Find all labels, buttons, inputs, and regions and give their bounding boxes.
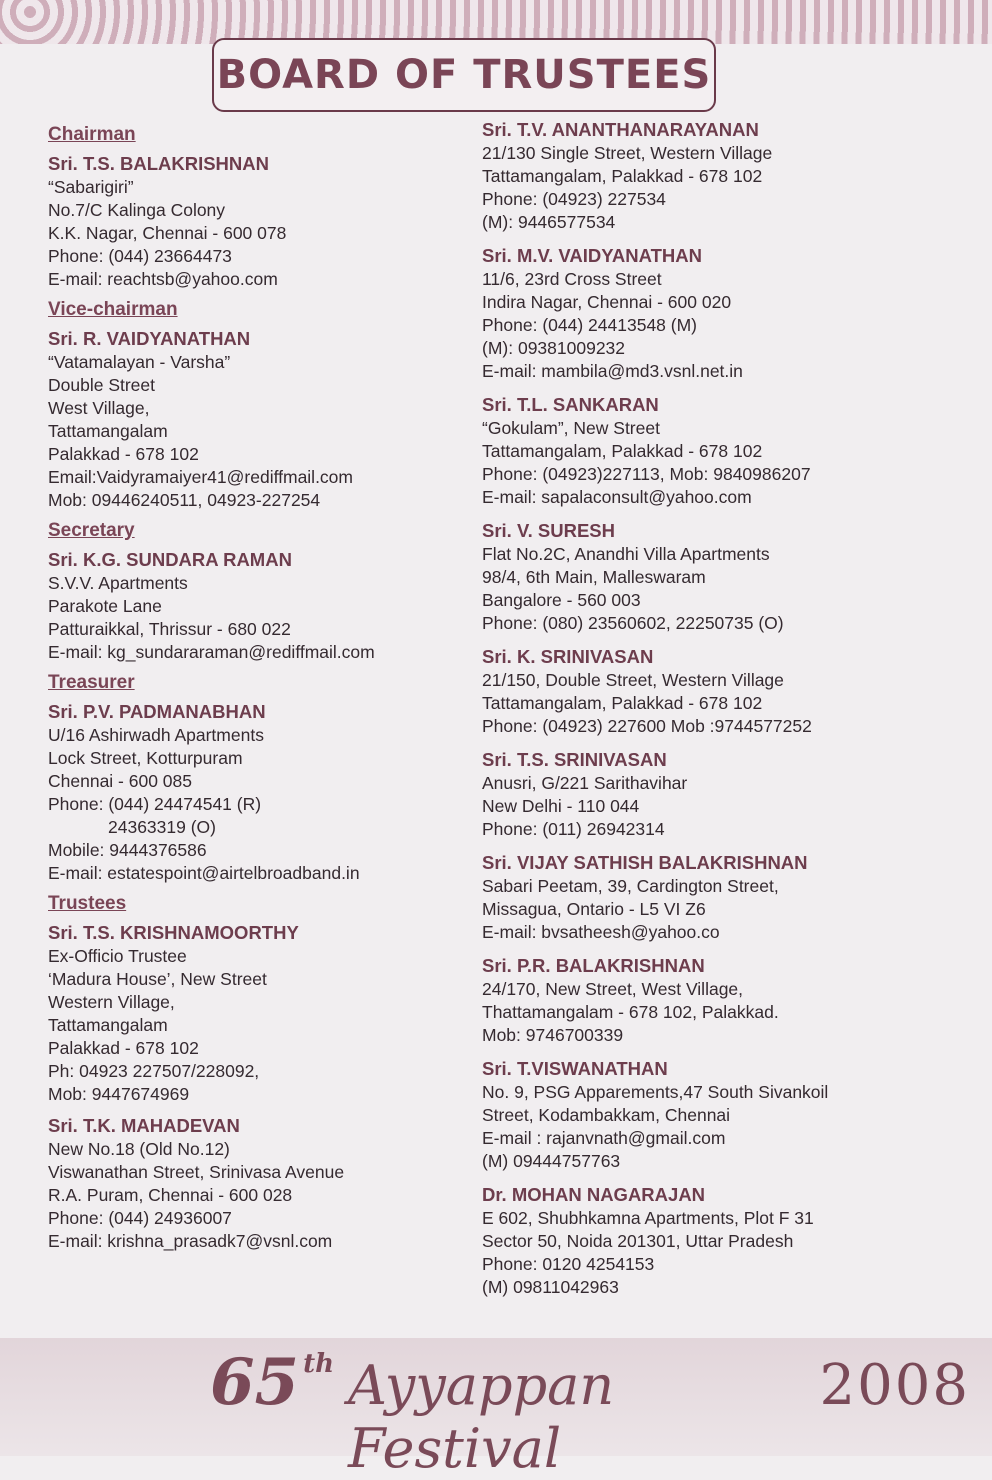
trustee-name: Sri. VIJAY SATHISH BALAKRISHNAN: [482, 852, 808, 873]
trustee-detail: Palakkad - 678 102: [48, 444, 199, 464]
trustee-detail: New Delhi - 110 044: [482, 796, 640, 816]
trustee-detail: Phone: (04923)227113, Mob: 9840986207: [482, 464, 811, 484]
trustee-name: Sri. T.VISWANATHAN: [482, 1058, 668, 1079]
trustee-entry: [482, 748, 952, 841]
footer-number: 65: [210, 1345, 300, 1420]
footer-year: 2008: [819, 1353, 970, 1418]
role-heading: Secretary: [48, 520, 135, 541]
trustee-detail: U/16 Ashirwadh Apartments: [48, 725, 264, 745]
trustee-name: Sri. V. SURESH: [482, 520, 615, 541]
trustee-detail: Indira Nagar, Chennai - 600 020: [482, 292, 732, 312]
role-heading: Trustees: [48, 893, 127, 914]
trustee-detail: R.A. Puram, Chennai - 600 028: [48, 1185, 293, 1205]
trustee-detail: “Gokulam”, New Street: [482, 418, 660, 438]
trustee-name: Sri. R. VAIDYANATHAN: [48, 328, 251, 349]
trustee-detail: Parakote Lane: [48, 596, 162, 616]
trustee-detail: Street, Kodambakkam, Chennai: [482, 1105, 731, 1125]
trustee-detail: Flat No.2C, Anandhi Villa Apartments: [482, 544, 770, 564]
trustee-detail: Sector 50, Noida 201301, Uttar Pradesh: [482, 1231, 794, 1251]
trustee-detail: Missagua, Ontario - L5 VI Z6: [482, 899, 706, 919]
trustee-entry: [482, 851, 952, 944]
trustee-name: Sri. K. SRINIVASAN: [482, 646, 654, 667]
role-heading: Treasurer: [48, 672, 135, 693]
trustee-detail: Phone: (044) 24474541 (R): [48, 794, 262, 814]
trustee-name: Sri. M.V. VAIDYANATHAN: [482, 245, 702, 266]
trustee-detail: Viswanathan Street, Srinivasa Avenue: [48, 1162, 345, 1182]
trustee-detail: Lock Street, Kotturpuram: [48, 748, 243, 768]
trustee-detail: E-mail: kg_sundararaman@rediffmail.com: [48, 642, 375, 662]
trustee-entry: [48, 327, 468, 512]
trustee-detail: Patturaikkal, Thrissur - 680 022: [48, 619, 291, 639]
trustee-detail: Mob: 9447674969: [48, 1084, 190, 1104]
trustee-detail: Western Village,: [48, 992, 175, 1012]
trustee-detail: Tattamangalam: [48, 421, 168, 441]
trustee-detail: (M) 09811042963: [482, 1277, 619, 1297]
trustee-detail: E-mail: bvsatheesh@yahoo.co: [482, 922, 720, 942]
right-column: [482, 118, 952, 1309]
trustee-detail: Mob: 9746700339: [482, 1025, 624, 1045]
left-column: [48, 118, 468, 1261]
trustee-detail: E-mail: krishna_prasadk7@vsnl.com: [48, 1231, 333, 1251]
trustee-detail: Phone: (04923) 227600 Mob :9744577252: [482, 716, 812, 736]
trustee-detail: West Village,: [48, 398, 150, 418]
trustee-name: Sri. T.K. MAHADEVAN: [48, 1115, 240, 1136]
trustee-entry: [482, 244, 952, 383]
trustee-detail: Mob: 09446240511, 04923-227254: [48, 490, 321, 510]
trustee-detail: Phone: (080) 23560602, 22250735 (O): [482, 613, 784, 633]
trustee-name: Sri. T.L. SANKARAN: [482, 394, 659, 415]
trustee-entry: [482, 954, 952, 1047]
trustee-detail: Anusri, G/221 Sarithavihar: [482, 773, 688, 793]
trustee-name: Sri. T.V. ANANTHANARAYANAN: [482, 119, 759, 140]
trustee-detail: Double Street: [48, 375, 156, 395]
trustee-detail: Phone: (044) 24413548 (M): [482, 315, 697, 335]
trustee-detail: 21/150, Double Street, Western Village: [482, 670, 784, 690]
trustee-detail: Tattamangalam, Palakkad - 678 102: [482, 441, 763, 461]
role-heading: Vice-chairman: [48, 299, 178, 320]
trustee-detail: 98/4, 6th Main, Malleswaram: [482, 567, 706, 587]
trustee-entry: [48, 1114, 468, 1253]
trustee-detail: S.V.V. Apartments: [48, 573, 188, 593]
trustee-detail: Ex-Officio Trustee: [48, 946, 187, 966]
trustee-detail: K.K. Nagar, Chennai - 600 078: [48, 223, 287, 243]
trustee-detail: Tattamangalam, Palakkad - 678 102: [482, 693, 763, 713]
footer-suffix: th: [303, 1349, 334, 1379]
footer-text: Ayyappan Festival: [347, 1354, 615, 1480]
trustee-entry: [482, 118, 952, 234]
trustee-detail: Tattamangalam, Palakkad - 678 102: [482, 166, 763, 186]
trustee-detail: Phone: (011) 26942314: [482, 819, 665, 839]
trustee-detail: Sabari Peetam, 39, Cardington Street,: [482, 876, 779, 896]
trustee-name: Sri. T.S. SRINIVASAN: [482, 749, 667, 770]
trustee-detail: 11/6, 23rd Cross Street: [482, 269, 662, 289]
trustee-detail: 21/130 Single Street, Western Village: [482, 143, 773, 163]
trustee-detail: Email:Vaidyramaiyer41@rediffmail.com: [48, 467, 353, 487]
trustee-detail: Chennai - 600 085: [48, 771, 192, 791]
trustee-detail: “Vatamalayan - Varsha”: [48, 352, 231, 372]
trustee-detail: (M): 9446577534: [482, 212, 616, 232]
trustee-entry: [482, 519, 952, 635]
trustee-detail: 24/170, New Street, West Village,: [482, 979, 744, 999]
trustee-detail: Bangalore - 560 003: [482, 590, 641, 610]
trustee-detail: Mobile: 9444376586: [48, 840, 207, 860]
trustee-detail: ‘Madura House’, New Street: [48, 969, 267, 989]
trustee-entry: [482, 1183, 952, 1299]
trustee-detail: E-mail: sapalaconsult@yahoo.com: [482, 487, 752, 507]
trustee-detail: Phone: 0120 4254153: [482, 1254, 655, 1274]
trustee-detail: No.7/C Kalinga Colony: [48, 200, 226, 220]
trustee-entry: [48, 152, 468, 291]
trustee-entry: [48, 548, 468, 664]
trustee-detail: E-mail: mambila@md3.vsnl.net.in: [482, 361, 743, 381]
trustee-detail: (M): 09381009232: [482, 338, 626, 358]
trustee-entry: [482, 645, 952, 738]
trustee-detail: (M) 09444757763: [482, 1151, 621, 1171]
trustee-detail: E-mail : rajanvnath@gmail.com: [482, 1128, 726, 1148]
festival-footer: [210, 1345, 970, 1480]
trustee-entry: [482, 393, 952, 509]
trustee-detail: Tattamangalam: [48, 1015, 168, 1035]
trustee-detail: “Sabarigiri”: [48, 177, 134, 197]
trustee-detail: Phone: (04923) 227534: [482, 189, 666, 209]
trustee-name: Sri. T.S. BALAKRISHNAN: [48, 153, 269, 174]
trustee-detail: New No.18 (Old No.12): [48, 1139, 230, 1159]
trustee-detail: Thattamangalam - 678 102, Palakkad.: [482, 1002, 779, 1022]
trustee-detail: 24363319 (O): [108, 817, 216, 837]
trustee-name: Sri. P.R. BALAKRISHNAN: [482, 955, 705, 976]
page-title: BOARD OF TRUSTEES: [216, 52, 712, 98]
trustee-detail: E-mail: reachtsb@yahoo.com: [48, 269, 278, 289]
trustee-detail: Phone: (044) 24936007: [48, 1208, 232, 1228]
trustee-detail: E 602, Shubhkamna Apartments, Plot F 31: [482, 1208, 814, 1228]
trustee-name: Sri. T.S. KRISHNAMOORTHY: [48, 922, 299, 943]
trustee-detail: Ph: 04923 227507/228092,: [48, 1061, 260, 1081]
trustee-entry: [482, 1057, 952, 1173]
trustee-detail: No. 9, PSG Apparements,47 South Sivankoil: [482, 1082, 829, 1102]
role-heading: Chairman: [48, 124, 136, 145]
trustee-entry: [48, 700, 468, 885]
trustee-name: Sri. P.V. PADMANABHAN: [48, 701, 266, 722]
trustee-detail: E-mail: estatespoint@airtelbroadband.in: [48, 863, 360, 883]
trustee-name: Sri. K.G. SUNDARA RAMAN: [48, 549, 292, 570]
trustee-detail: Palakkad - 678 102: [48, 1038, 199, 1058]
trustee-detail: Phone: (044) 23664473: [48, 246, 232, 266]
title-box: [212, 38, 716, 112]
trustee-entry: [48, 921, 468, 1106]
trustee-name: Dr. MOHAN NAGARAJAN: [482, 1184, 706, 1205]
